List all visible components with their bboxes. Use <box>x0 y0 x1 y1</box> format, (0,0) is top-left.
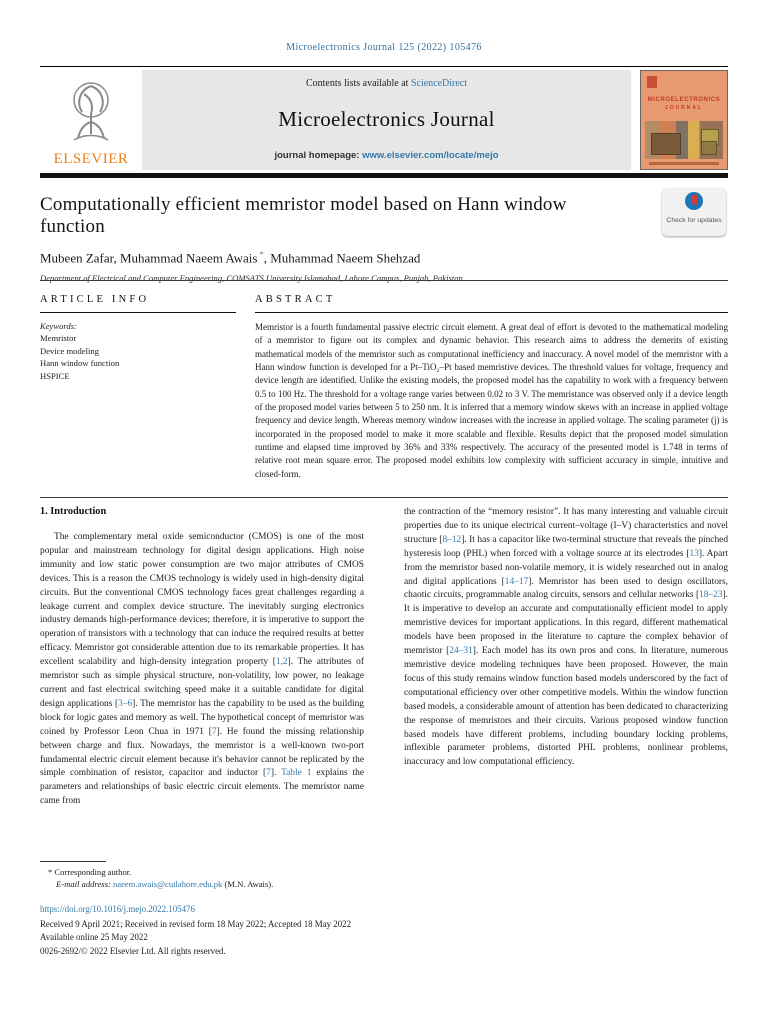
body-right-column <box>404 506 728 809</box>
cover-publisher-mark <box>647 76 657 88</box>
contents-lists-line: Contents lists available at ScienceDirect <box>305 78 468 89</box>
elsevier-wordmark: ELSEVIER <box>53 151 129 167</box>
inline-link[interactable]: * <box>257 249 264 259</box>
intro-paragraph-right: the contraction of the “memory resistor”. It has many interesting and valuable circuit properties due to its unique electrical current–voltage (I–V) characteristics and novel structure [8–12]. It has a capacitor like two-terminal structure that reveals the pinched hysteresis loop (PHL) when forced with a voltage source at its electrodes [13]. Apart from the memristor based non-volatile memory, it is widely researched out in analog and digital applications [14–17]. Memristor has been used to design oscillators, chaotic circuits, programmable analog circuits, sensors and cellular networks [18–23]. It is imperative to develop an accurate and computationally efficient model to apply memristive devices for important applications. In this regard, different mathematical models have been proposed in the literature to capture the complex behavior of memristor [24–31]. Each model has its own pros and cons. In literature, numerous memristive device modeling techniques have been proposed. However, the main focus of this study remains window function based models underscored by the fact of computational efficiency over other competitive models. Within the window function based models, a considerable amount of attention has been dedicated to characterizing the response of memristors and their circuits. Various proposed window function based models have different problems, including boundary locking problems, inflexible parameter problems, distorted PHL problems, nonlinear problems, inaccuracy and low computational efficiency. <box>404 507 729 768</box>
inline-link[interactable]: 18–23 <box>699 590 723 601</box>
crossmark-icon <box>685 192 703 210</box>
journal-title: Microelectronics Journal <box>278 107 495 131</box>
corresponding-author-footnote <box>40 861 380 889</box>
cover-title-line1: MICROELECTRONICS <box>647 97 721 103</box>
elsevier-tree-icon <box>60 76 122 150</box>
header-black-bar <box>40 173 728 178</box>
check-updates-label: Check for updates <box>666 217 722 224</box>
inline-link[interactable]: 14–17 <box>504 576 529 587</box>
abstract-column <box>255 294 728 497</box>
paper-title: Computationally efficient memristor model based on Hann window function <box>40 194 567 237</box>
article-info-column <box>40 294 236 497</box>
journal-banner <box>142 70 631 170</box>
title-block <box>40 194 630 283</box>
elsevier-logo[interactable] <box>40 70 142 170</box>
inline-link[interactable]: 8–12 <box>442 534 462 545</box>
affiliation: Department of Electrical and Computer Engineering, COMSATS University Islamabad, Lahore Campus, Punjab, Pakistan <box>40 273 463 284</box>
keyword-item: Device modeling <box>40 345 99 356</box>
article-footer-meta <box>40 903 351 958</box>
cover-title-line2: JOURNAL <box>664 105 704 111</box>
inline-link[interactable]: Table 1 <box>281 768 312 779</box>
journal-homepage-line: journal homepage: www.elsevier.com/locate/mejo <box>274 150 499 161</box>
email-address-line: E-mail address: naeem.awais@cuilahore.edu.pk (M.N. Awais). <box>56 879 274 889</box>
journal-header <box>40 66 728 178</box>
inline-link[interactable]: www.elsevier.com/locate/mejo <box>362 150 499 161</box>
inline-link[interactable]: 3–6 <box>118 698 133 709</box>
abstract-text: Memristor is a fourth fundamental passive electric circuit element. A great deal of effort is devoted to the mathematical modeling of a memristor to figure out its complex and dynamic behavior. This research aims to address the demerits of existing mathematical models of the memristor such as computational inefficiency and inaccuracy. A novel model of the memristor with a Hann window function is developed for a Pt–TiO₂–Pt based memristive devices. The threshold values for voltage, frequency and device length are identified. Unlike the existing models, the proposed model has the capability to work with a frequency between 0.5 to 100 Hz. The threshold for a voltage range varies between 0.02 to 3 V. The memristance was observed only if a device length of the proposed model varies between 5 to 250 nm. It is inferred that a memory window skews with an increase in applied voltage frequency and device length. Whereas memory window increases with the increase in applied voltage. The scaling parameter (j) is incorporated in the proposed model to make it more scalable and flexible. Results depict that the proposed model simulation runtime and elapsed time improved by 36% and 33% respectively. The accuracy of the presented model is 1.748 in terms of relative root mean square error. The proposed model exhibits low complexity with sufficient accuracy in simple, intuitive and closed-form. <box>255 322 728 479</box>
journal-cover-thumbnail[interactable] <box>640 70 728 170</box>
inline-link[interactable]: ScienceDirect <box>410 78 468 89</box>
journal-citation: Microelectronics Journal 125 (2022) 105476 <box>286 42 482 53</box>
inline-link[interactable]: 7 <box>266 768 271 779</box>
doi-link[interactable]: https://doi.org/10.1016/j.mejo.2022.105476 <box>40 904 195 914</box>
section-heading-introduction: 1. Introduction <box>40 506 107 517</box>
inline-link[interactable]: 7 <box>211 726 217 737</box>
inline-link[interactable]: 13 <box>689 548 699 559</box>
available-online-line: Available online 25 May 2022 <box>40 932 148 943</box>
issn-copyright-line: 0026-2692/© 2022 Elsevier Ltd. All rights reserved. <box>40 945 226 956</box>
inline-link[interactable]: 24–31 <box>449 646 473 657</box>
author-list: Mubeen Zafar, Muhammad Naeem Awais *, Muhammad Naeem Shehzad <box>40 249 421 266</box>
article-info-heading: ARTICLE INFO <box>40 294 150 305</box>
corresponding-author-line: * Corresponding author. <box>48 867 132 877</box>
intro-paragraph-left: The complementary metal oxide semiconductor (CMOS) is one of the most popular and mainstream technology for digital design applications. High noise immunity and low static power consumption are two major attributes of CMOS devices. This is a reason the CMOS technology is widely used in high-density digital circuits. But the conventional CMOS technology faces great challenges regarding a leakage current and complex device structure. The inevitably surging electronics industry demands high-performance devices; therefore, it is imperative to support the operation of transistors with a technology that can induce the required results at better efficacy. Memristor got considerable attention due to its remarkable properties. It has excellent scalability and high-density integration property [1,2]. The attributes of memristor such as simple physical structure, non-volatility, low power, no leakage current and fast electrical switching speed make it a suitable candidate for digital design applications [3–6]. The memristor has the capability to be used as the building block for logic gates and memory as well. The hypothetical concept of memristor was coined by Professor Leon Chua in 1971 [7]. He found the missing relationship between charge and flux. Nowadays, the memristor is a well-known two-port fundamental electric circuit element because it's behavior cannot be replicated by the simple combination of resistor, capacitor and inductor [7]. Table 1 explains the parameters and relationships of basic electric circuit elements. The memristor name came from <box>40 532 364 807</box>
article-info-abstract-section <box>40 280 728 498</box>
abstract-heading: ABSTRACT <box>255 294 336 305</box>
header-top-rule <box>40 66 728 67</box>
body-left-column <box>40 506 364 809</box>
inline-link[interactable]: naeem.awais@cuilahore.edu.pk <box>112 879 223 889</box>
keyword-item: Memristor <box>40 333 77 343</box>
inline-link[interactable]: 1,2 <box>275 657 288 668</box>
keywords-label: Keywords: <box>40 321 77 331</box>
article-body <box>40 506 728 809</box>
received-dates-line: Received 9 April 2021; Received in revised form 18 May 2022; Accepted 18 May 2022 <box>40 919 352 930</box>
keyword-item: HSPICE <box>40 370 70 381</box>
keyword-item: Hann window function <box>40 358 120 369</box>
check-for-updates-badge[interactable] <box>662 188 726 236</box>
